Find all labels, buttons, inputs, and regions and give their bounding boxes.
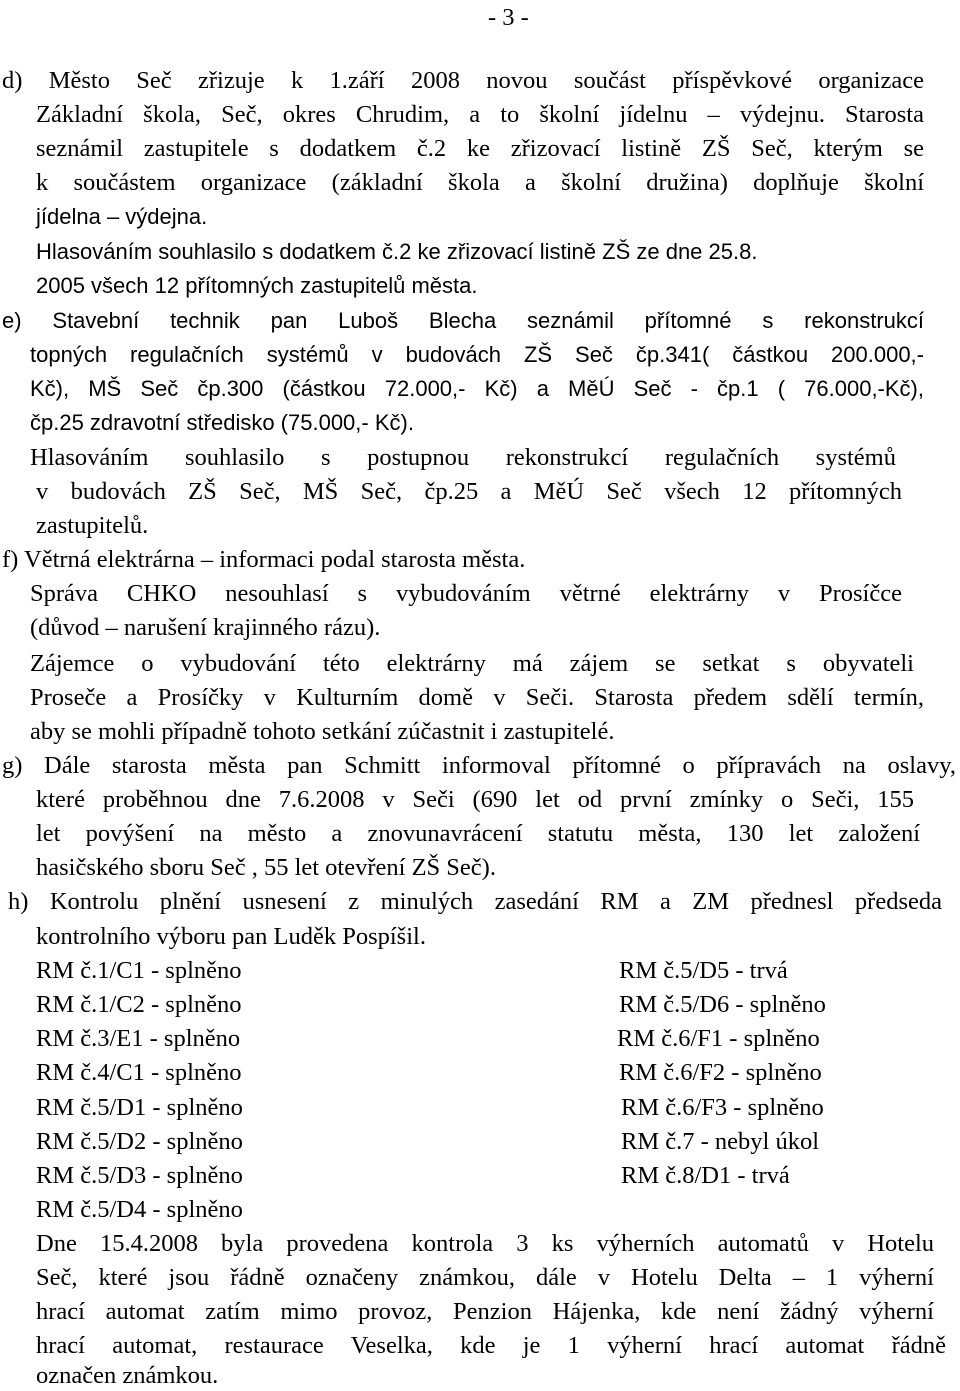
paragraph-line: označen známkou. (36, 1362, 219, 1389)
paragraph-line: e) Stavební technik pan Luboš Blecha seznámil přítomné s rekonstrukcí (2, 308, 924, 333)
paragraph-line: f) Větrná elektrárna – informaci podal starosta města. (2, 546, 526, 573)
list-item: RM č.5/D2 - splněno (36, 1128, 243, 1155)
list-item: RM č.6/F2 - splněno (619, 1059, 822, 1086)
list-item: RM č.7 - nebyl úkol (621, 1128, 820, 1155)
paragraph-line: hrací automat, restaurace Veselka, kde je 1 výherní hrací automat řádně (36, 1332, 946, 1359)
list-item: RM č.6/F3 - splněno (621, 1094, 824, 1121)
paragraph-line: Správa CHKO nesouhlasí s vybudováním větrné elektrárny v Prosíčce (30, 580, 902, 607)
paragraph-line: kontrolního výboru pan Luděk Pospíšil. (36, 923, 426, 950)
list-item: RM č.5/D5 - trvá (619, 957, 788, 984)
paragraph-line: čp.25 zdravotní středisko (75.000,- Kč). (30, 410, 414, 435)
paragraph-line: Dne 15.4.2008 byla provedena kontrola 3 ks výherních automatů v Hotelu (36, 1230, 934, 1257)
paragraph-line: g) Dále starosta města pan Schmitt informoval přítomné o přípravách na oslavy, (2, 752, 956, 779)
paragraph-line: Zájemce o vybudování této elektrárny má zájem se setkat s obyvateli (30, 650, 914, 677)
list-item: RM č.6/F1 - splněno (617, 1025, 820, 1052)
paragraph-line: zastupitelů. (36, 512, 149, 539)
paragraph-line: h) Kontrolu plnění usnesení z minulých zasedání RM a ZM přednesl předseda (8, 888, 942, 915)
paragraph-line: jídelna – výdejna. (36, 204, 208, 229)
paragraph-line: aby se mohli případně tohoto setkání zúčastnit i zastupitelé. (30, 718, 615, 745)
page-number: - 3 - (488, 4, 529, 31)
paragraph-line: Hlasováním souhlasilo s dodatkem č.2 ke zřizovací listině ZŠ ze dne 25.8. (36, 239, 758, 264)
paragraph-line: které proběhnou dne 7.6.2008 v Seči (690 let od první zmínky o Seči, 155 (36, 786, 914, 813)
paragraph-line: Seč, které jsou řádně označeny známkou, dále v Hotelu Delta – 1 výherní (36, 1264, 934, 1291)
paragraph-line: let povýšení na město a znovunavrácení statutu města, 130 let založení (36, 820, 920, 847)
list-item: RM č.5/D3 - splněno (36, 1162, 243, 1189)
paragraph-line: hrací automat zatím mimo provoz, Penzion Hájenka, kde není žádný výherní (36, 1298, 934, 1325)
paragraph-line: topných regulačních systémů v budovách ZŠ Seč čp.341( částkou 200.000,- (30, 342, 924, 367)
paragraph-line: (důvod – narušení krajinného rázu). (30, 614, 381, 641)
list-item: RM č.5/D6 - splněno (619, 991, 826, 1018)
paragraph-line: d) Město Seč zřizuje k 1.září 2008 novou součást příspěvkové organizace (2, 67, 924, 94)
paragraph-line: hasičského sboru Seč , 55 let otevření ZŠ Seč). (36, 854, 496, 881)
list-item: RM č.5/D1 - splněno (36, 1094, 243, 1121)
list-item: RM č.5/D4 - splněno (36, 1196, 243, 1223)
paragraph-line: Kč), MŠ Seč čp.300 (částkou 72.000,- Kč) a MěÚ Seč - čp.1 ( 76.000,-Kč), (30, 376, 924, 401)
paragraph-line: Základní škola, Seč, okres Chrudim, a to školní jídelnu – výdejnu. Starosta (36, 101, 924, 128)
paragraph-line: seznámil zastupitele s dodatkem č.2 ke zřizovací listině ZŠ Seč, kterým se (36, 135, 924, 162)
paragraph-line: Hlasováním souhlasilo s postupnou rekonstrukcí regulačních systémů (30, 444, 896, 471)
list-item: RM č.4/C1 - splněno (36, 1059, 242, 1086)
paragraph-line: 2005 všech 12 přítomných zastupitelů města. (36, 273, 478, 298)
list-item: RM č.8/D1 - trvá (621, 1162, 790, 1189)
list-item: RM č.1/C2 - splněno (36, 991, 242, 1018)
paragraph-line: k součástem organizace (základní škola a školní družina) doplňuje školní (36, 169, 924, 196)
list-item: RM č.3/E1 - splněno (36, 1025, 241, 1052)
paragraph-line: v budovách ZŠ Seč, MŠ Seč, čp.25 a MěÚ Seč všech 12 přítomných (36, 478, 902, 505)
paragraph-line: Proseče a Prosíčky v Kulturním domě v Seči. Starosta předem sdělí termín, (30, 684, 924, 711)
list-item: RM č.1/C1 - splněno (36, 957, 242, 984)
